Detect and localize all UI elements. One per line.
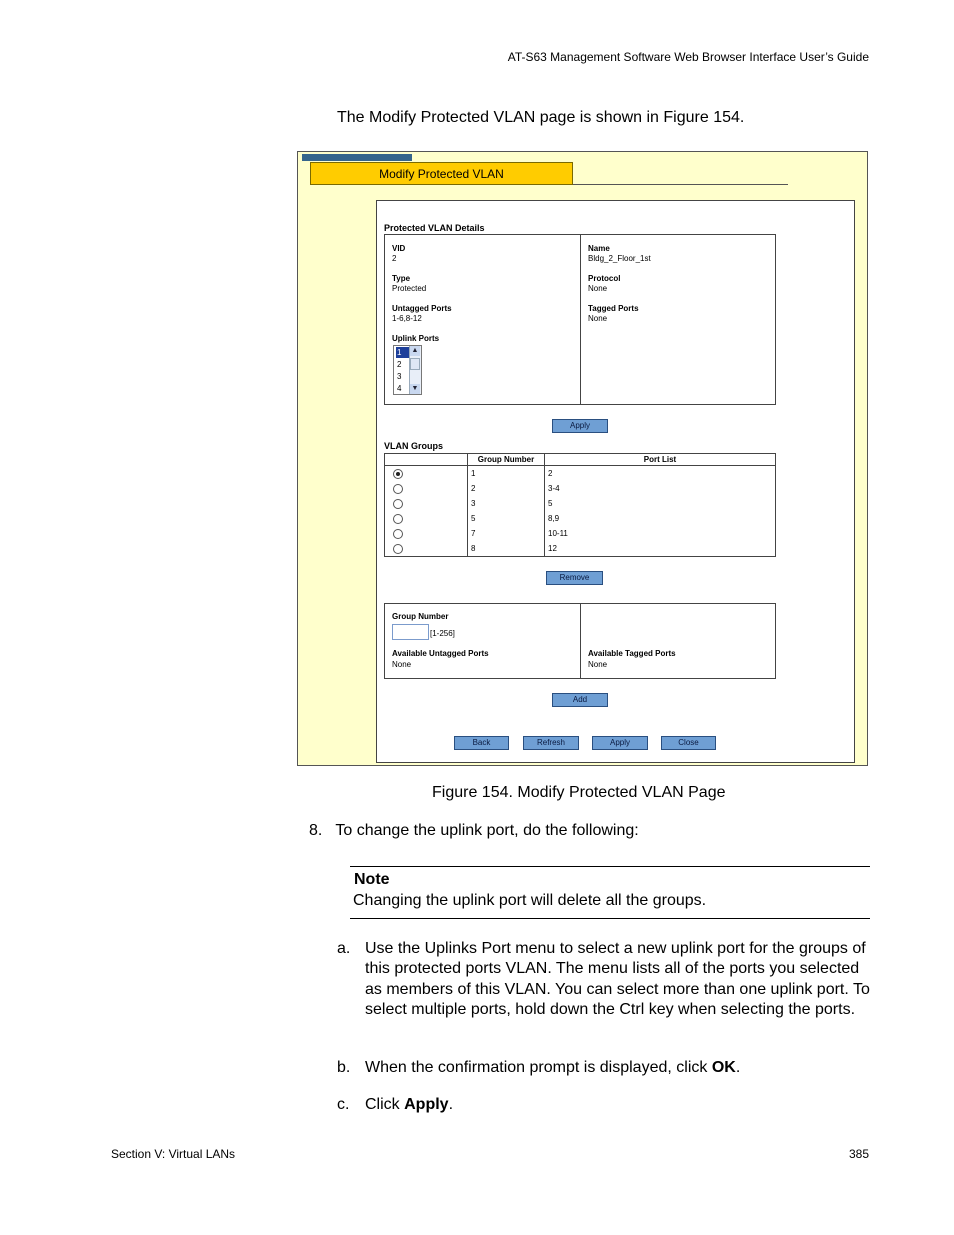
- group-number-cell: 5: [468, 511, 545, 526]
- uplink-option[interactable]: 4: [397, 384, 402, 393]
- substep-key: c.: [337, 1096, 350, 1113]
- substep-b: [337, 1058, 877, 1079]
- protocol-value: None: [588, 284, 608, 293]
- row-select-cell: [385, 496, 468, 511]
- group-number-label: Group Number: [392, 612, 449, 621]
- table-row: [385, 496, 776, 511]
- table-row: [385, 481, 776, 496]
- scroll-down-icon[interactable]: ▼: [411, 385, 419, 392]
- group-number-hint: [1-256]: [430, 629, 455, 638]
- table-row: [385, 511, 776, 526]
- tagged-ports-label: Tagged Ports: [588, 304, 639, 313]
- group-radio[interactable]: [393, 484, 403, 494]
- substep-text: [365, 1095, 875, 1115]
- substep-text-pre: Click: [365, 1096, 405, 1113]
- uplink-option[interactable]: 1: [396, 347, 410, 358]
- table-row: [385, 466, 776, 482]
- port-list-cell: 8,9: [545, 511, 776, 526]
- group-number-cell: 2: [468, 481, 545, 496]
- column-header: Group Number: [468, 454, 545, 466]
- available-untagged-label: Available Untagged Ports: [392, 649, 489, 658]
- vid-value: 2: [392, 254, 397, 263]
- substep-text-post: .: [448, 1096, 454, 1113]
- available-tagged-label: Available Tagged Ports: [588, 649, 676, 658]
- untagged-ports-value: 1-6,8-12: [392, 314, 422, 323]
- available-tagged-value: None: [588, 660, 608, 669]
- port-list-cell: 12: [545, 541, 776, 557]
- group-number-cell: 7: [468, 526, 545, 541]
- substep-text-bold: Apply: [404, 1096, 449, 1113]
- tagged-ports-value: None: [588, 314, 608, 323]
- type-label: Type: [392, 274, 411, 283]
- refresh-button[interactable]: Refresh: [523, 736, 579, 750]
- listbox-scrollbar[interactable]: [409, 346, 421, 394]
- back-button[interactable]: Back: [454, 736, 509, 750]
- substep-text: [365, 1058, 875, 1078]
- substep-key: b.: [337, 1059, 351, 1076]
- table-row: [385, 541, 776, 557]
- figure-caption: Figure 154. Modify Protected VLAN Page: [432, 784, 726, 801]
- scroll-up-icon[interactable]: ▲: [411, 347, 419, 354]
- port-list-cell: 3-4: [545, 481, 776, 496]
- group-radio[interactable]: [393, 529, 403, 539]
- page-tab-title: Modify Protected VLAN: [310, 162, 573, 185]
- screenshot-figure: [297, 151, 868, 766]
- vlan-groups-table: [384, 453, 776, 557]
- scroll-thumb[interactable]: [410, 358, 420, 370]
- substep-text-bold: OK: [711, 1059, 736, 1076]
- remove-button[interactable]: Remove: [546, 571, 603, 585]
- page-number: 385: [848, 1147, 869, 1161]
- group-number-cell: 1: [468, 466, 545, 482]
- available-untagged-value: None: [392, 660, 412, 669]
- uplink-option[interactable]: 2: [397, 360, 402, 369]
- step-8: 8. To change the uplink port, do the following:: [309, 822, 639, 839]
- add-divider: [580, 603, 581, 679]
- details-apply-button[interactable]: Apply: [552, 419, 608, 433]
- note-box: [350, 866, 870, 919]
- group-radio[interactable]: [393, 469, 403, 479]
- row-select-cell: [385, 526, 468, 541]
- port-list-cell: 10-11: [545, 526, 776, 541]
- column-header: Port List: [545, 454, 776, 466]
- group-number-cell: 8: [468, 541, 545, 557]
- substep-text-pre: When the confirmation prompt is displayed, click: [365, 1059, 712, 1076]
- port-list-cell: 5: [545, 496, 776, 511]
- groups-section-title: VLAN Groups: [384, 441, 444, 451]
- note-body: Changing the uplink port will delete all the groups.: [353, 892, 707, 909]
- tab-divider: [573, 184, 788, 185]
- group-radio[interactable]: [393, 544, 403, 554]
- note-title: Note: [354, 871, 390, 888]
- group-number-input[interactable]: [392, 624, 429, 640]
- name-value: Bldg_2_Floor_1st: [588, 254, 651, 263]
- row-select-cell: [385, 466, 468, 482]
- apply-button[interactable]: Apply: [592, 736, 648, 750]
- details-box: [384, 234, 776, 405]
- uplink-ports-listbox[interactable]: [393, 345, 422, 395]
- uplink-option[interactable]: 3: [397, 372, 402, 381]
- group-number-cell: 3: [468, 496, 545, 511]
- row-select-cell: [385, 541, 468, 557]
- substep-c: [337, 1095, 877, 1116]
- untagged-ports-label: Untagged Ports: [392, 304, 452, 313]
- add-group-box: [384, 603, 776, 679]
- substep-a: [337, 939, 877, 1041]
- running-header: AT-S63 Management Software Web Browser Interface User’s Guide: [507, 50, 869, 64]
- row-select-cell: [385, 481, 468, 496]
- row-select-cell: [385, 511, 468, 526]
- group-radio[interactable]: [393, 514, 403, 524]
- footer-section: Section V: Virtual LANs: [111, 1147, 236, 1161]
- port-list-cell: 2: [545, 466, 776, 482]
- substep-text: Use the Uplinks Port menu to select a new uplink port for the groups of this protected ports VLAN. The menu lists all of the ports you selected as members of this VLAN. You can select more than one uplink port. To select multiple ports, hold down the Ctrl key when selecting the ports.: [365, 940, 870, 1018]
- details-divider: [580, 234, 581, 405]
- type-value: Protected: [392, 284, 427, 293]
- close-button[interactable]: Close: [661, 736, 716, 750]
- column-header: [385, 454, 468, 466]
- intro-paragraph: The Modify Protected VLAN page is shown in Figure 154.: [337, 109, 745, 126]
- vid-label: VID: [392, 244, 406, 253]
- content-panel: [376, 200, 855, 763]
- table-row: [385, 526, 776, 541]
- add-button[interactable]: Add: [552, 693, 608, 707]
- substep-key: a.: [337, 940, 351, 957]
- group-radio[interactable]: [393, 499, 403, 509]
- substep-text-post: .: [735, 1059, 741, 1076]
- table-header-row: [385, 454, 776, 466]
- details-section-title: Protected VLAN Details: [384, 223, 485, 233]
- protocol-label: Protocol: [588, 274, 621, 283]
- nav-strip: [302, 154, 412, 161]
- name-label: Name: [588, 244, 610, 253]
- uplink-ports-label: Uplink Ports: [392, 334, 440, 343]
